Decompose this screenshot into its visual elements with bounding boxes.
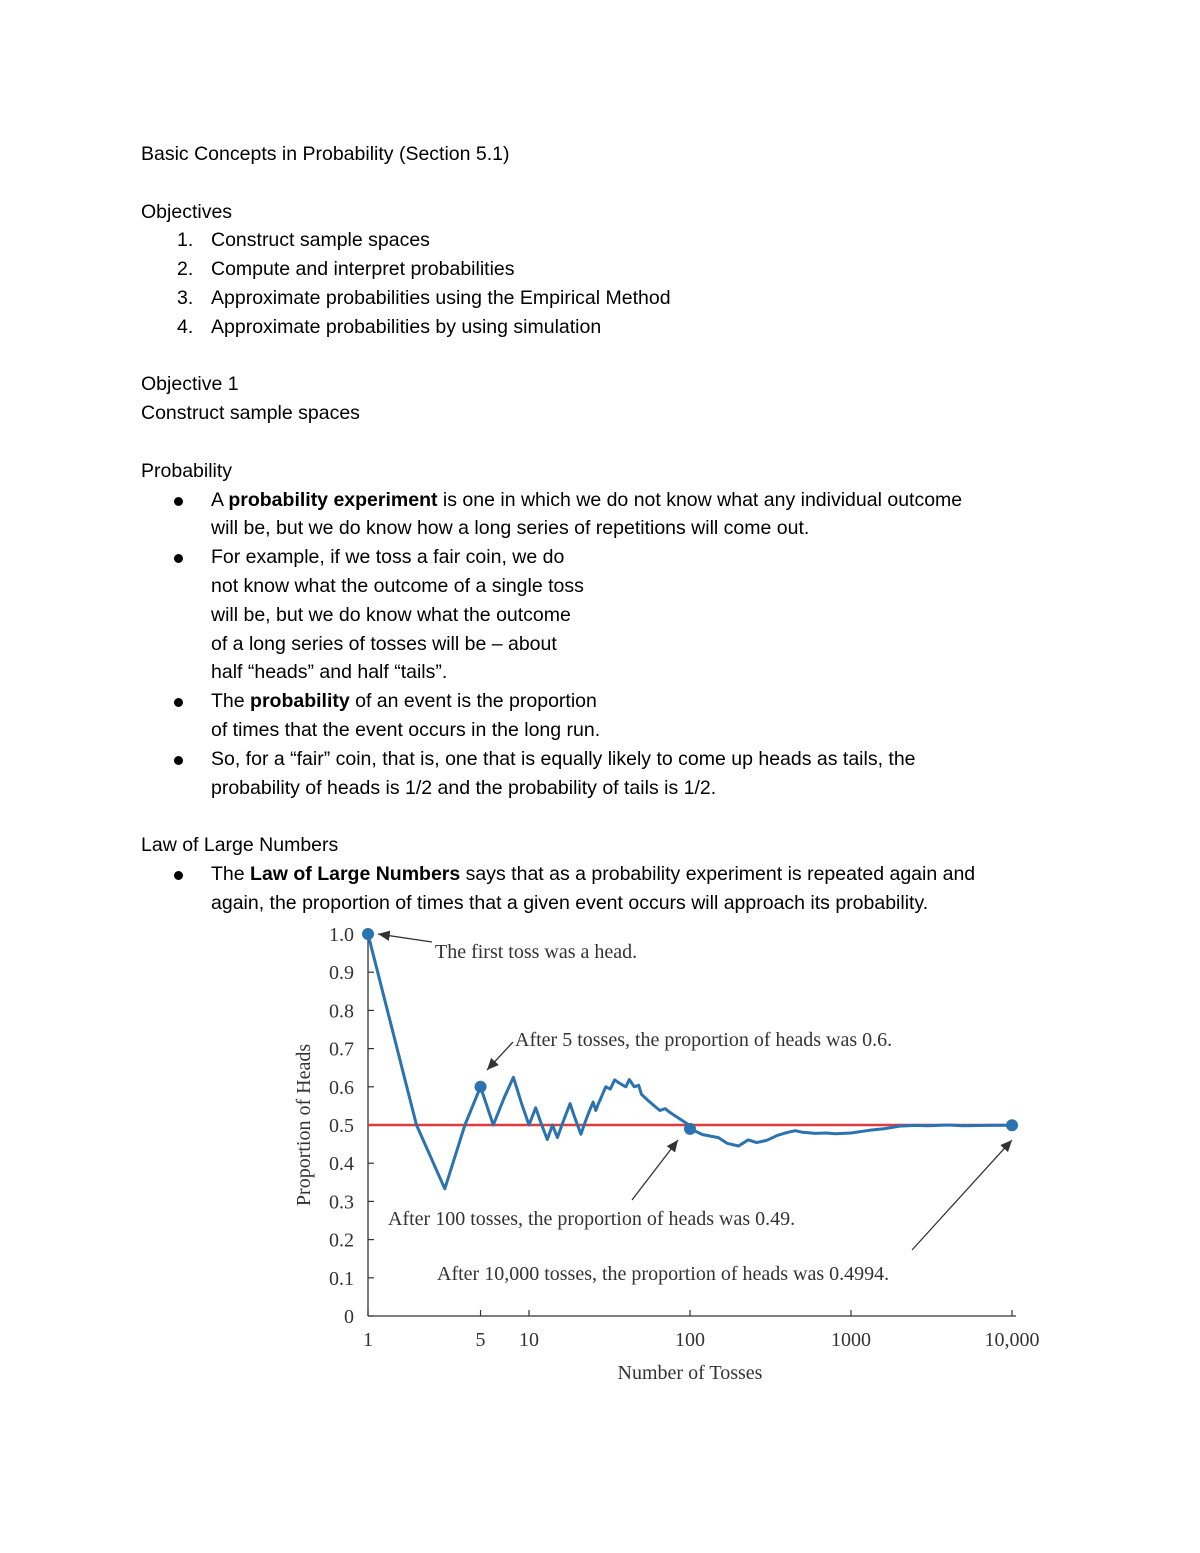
bullet-text: A [211, 488, 229, 511]
list-item-text: Approximate probabilities using the Empirical Method [211, 286, 671, 309]
bold-term: probability experiment [228, 488, 438, 511]
bullet-text: half “heads” and half “tails”. [211, 661, 448, 684]
lln-bullets [141, 860, 1061, 918]
y-tick-label: 0.8 [329, 1000, 354, 1023]
bold-term: probability [250, 690, 350, 713]
objective1-subheading: Construct sample spaces [141, 402, 360, 425]
page-title: Basic Concepts in Probability (Section 5.1) [141, 143, 510, 165]
bullet-text: will be, but we do know what the outcome [211, 603, 571, 626]
bullet-text: will be, but we do know how a long series of repetitions will come out. [211, 517, 810, 540]
bullet-text: of an event is the proportion [349, 690, 597, 713]
annotation-label: After 5 tosses, the proportion of heads was 0.6. [515, 1029, 893, 1051]
bullet-text: of a long series of tosses will be – about [211, 632, 557, 655]
y-tick-label: 1.0 [329, 924, 354, 946]
x-tick-label: 1 [363, 1329, 373, 1351]
bullet-icon [174, 554, 183, 563]
bullet-text: So, for a “fair” coin, that is, one that is equally likely to come up heads as tails, the [211, 747, 916, 770]
list-item-text: Compute and interpret probabilities [211, 258, 515, 281]
y-tick-label: 0.4 [329, 1153, 354, 1176]
probability-heading: Probability [141, 459, 233, 482]
list-number: 2. [177, 258, 194, 281]
bullet-icon [174, 871, 183, 880]
list-item [141, 255, 1061, 284]
list-number: 1. [177, 229, 194, 252]
list-item [141, 486, 1061, 544]
bullet-icon [174, 698, 183, 707]
objectives-heading: Objectives [141, 200, 233, 223]
objectives-list [141, 226, 1061, 341]
x-tick-label: 10 [519, 1329, 539, 1351]
y-tick-label: 0.5 [329, 1115, 354, 1137]
bullet-text: The [211, 862, 251, 885]
annotation-label: After 10,000 tosses, the proportion of heads was 0.4994. [437, 1263, 890, 1285]
annotation-arrow [632, 1140, 678, 1200]
highlight-point [475, 1081, 487, 1093]
objective1-heading: Objective 1 [141, 373, 239, 396]
x-axis-title: Number of Tosses [617, 1362, 763, 1384]
highlight-point [684, 1123, 696, 1135]
y-tick-label: 0.6 [329, 1076, 354, 1099]
list-item [141, 860, 1061, 918]
x-tick-label: 10,000 [984, 1329, 1040, 1351]
bullet-text: probability of heads is 1/2 and the probability of tails is 1/2. [211, 776, 717, 799]
probability-bullets [141, 486, 1061, 803]
annotation-arrow [487, 1042, 513, 1070]
highlight-point [1006, 1119, 1018, 1131]
bullet-icon [174, 497, 183, 506]
bullet-text: of times that the event occurs in the long run. [211, 718, 601, 741]
annotation-label: After 100 tosses, the proportion of heads was 0.49. [388, 1208, 796, 1230]
y-axis-title: Proportion of Heads [293, 1043, 315, 1207]
bullet-text: again, the proportion of times that a given event occurs will approach its probability. [211, 891, 929, 914]
bullet-text: not know what the outcome of a single toss [211, 574, 584, 597]
bullet-text: The [211, 690, 251, 713]
list-item-text: Approximate probabilities by using simulation [211, 315, 602, 338]
x-tick-label: 1000 [831, 1329, 871, 1351]
annotation-arrow [912, 1140, 1012, 1250]
bullet-text: says that as a probability experiment is repeated again and [460, 862, 976, 885]
lln-heading: Law of Large Numbers [141, 834, 339, 857]
bullet-icon [174, 756, 183, 765]
annotation-arrow [378, 934, 432, 942]
law-of-large-numbers-chart [280, 918, 1060, 1398]
list-item [141, 745, 1061, 803]
bullet-text: For example, if we toss a fair coin, we do [211, 546, 565, 569]
y-tick-label: 0.1 [329, 1267, 354, 1290]
y-tick-label: 0.3 [329, 1191, 354, 1214]
proportion-series-line [368, 934, 1012, 1189]
x-tick-label: 5 [475, 1329, 486, 1351]
list-item-text: Construct sample spaces [211, 229, 430, 252]
y-tick-label: 0.2 [329, 1229, 354, 1252]
list-item [141, 284, 1061, 313]
list-number: 3. [177, 286, 194, 309]
list-number: 4. [177, 315, 194, 338]
list-item [141, 226, 1061, 255]
list-item [141, 687, 1061, 745]
y-tick-label: 0.9 [329, 962, 354, 985]
y-tick-label: 0.7 [329, 1038, 354, 1061]
bullet-text: is one in which we do not know what any individual outcome [437, 488, 963, 511]
highlight-point [362, 928, 374, 940]
y-tick-label: 0 [344, 1306, 354, 1328]
bold-term: Law of Large Numbers [250, 862, 461, 885]
list-item [141, 543, 1061, 687]
annotation-label: The first toss was a head. [435, 941, 638, 963]
x-tick-label: 100 [675, 1329, 705, 1351]
document-body [141, 140, 1061, 918]
list-item [141, 313, 1061, 342]
